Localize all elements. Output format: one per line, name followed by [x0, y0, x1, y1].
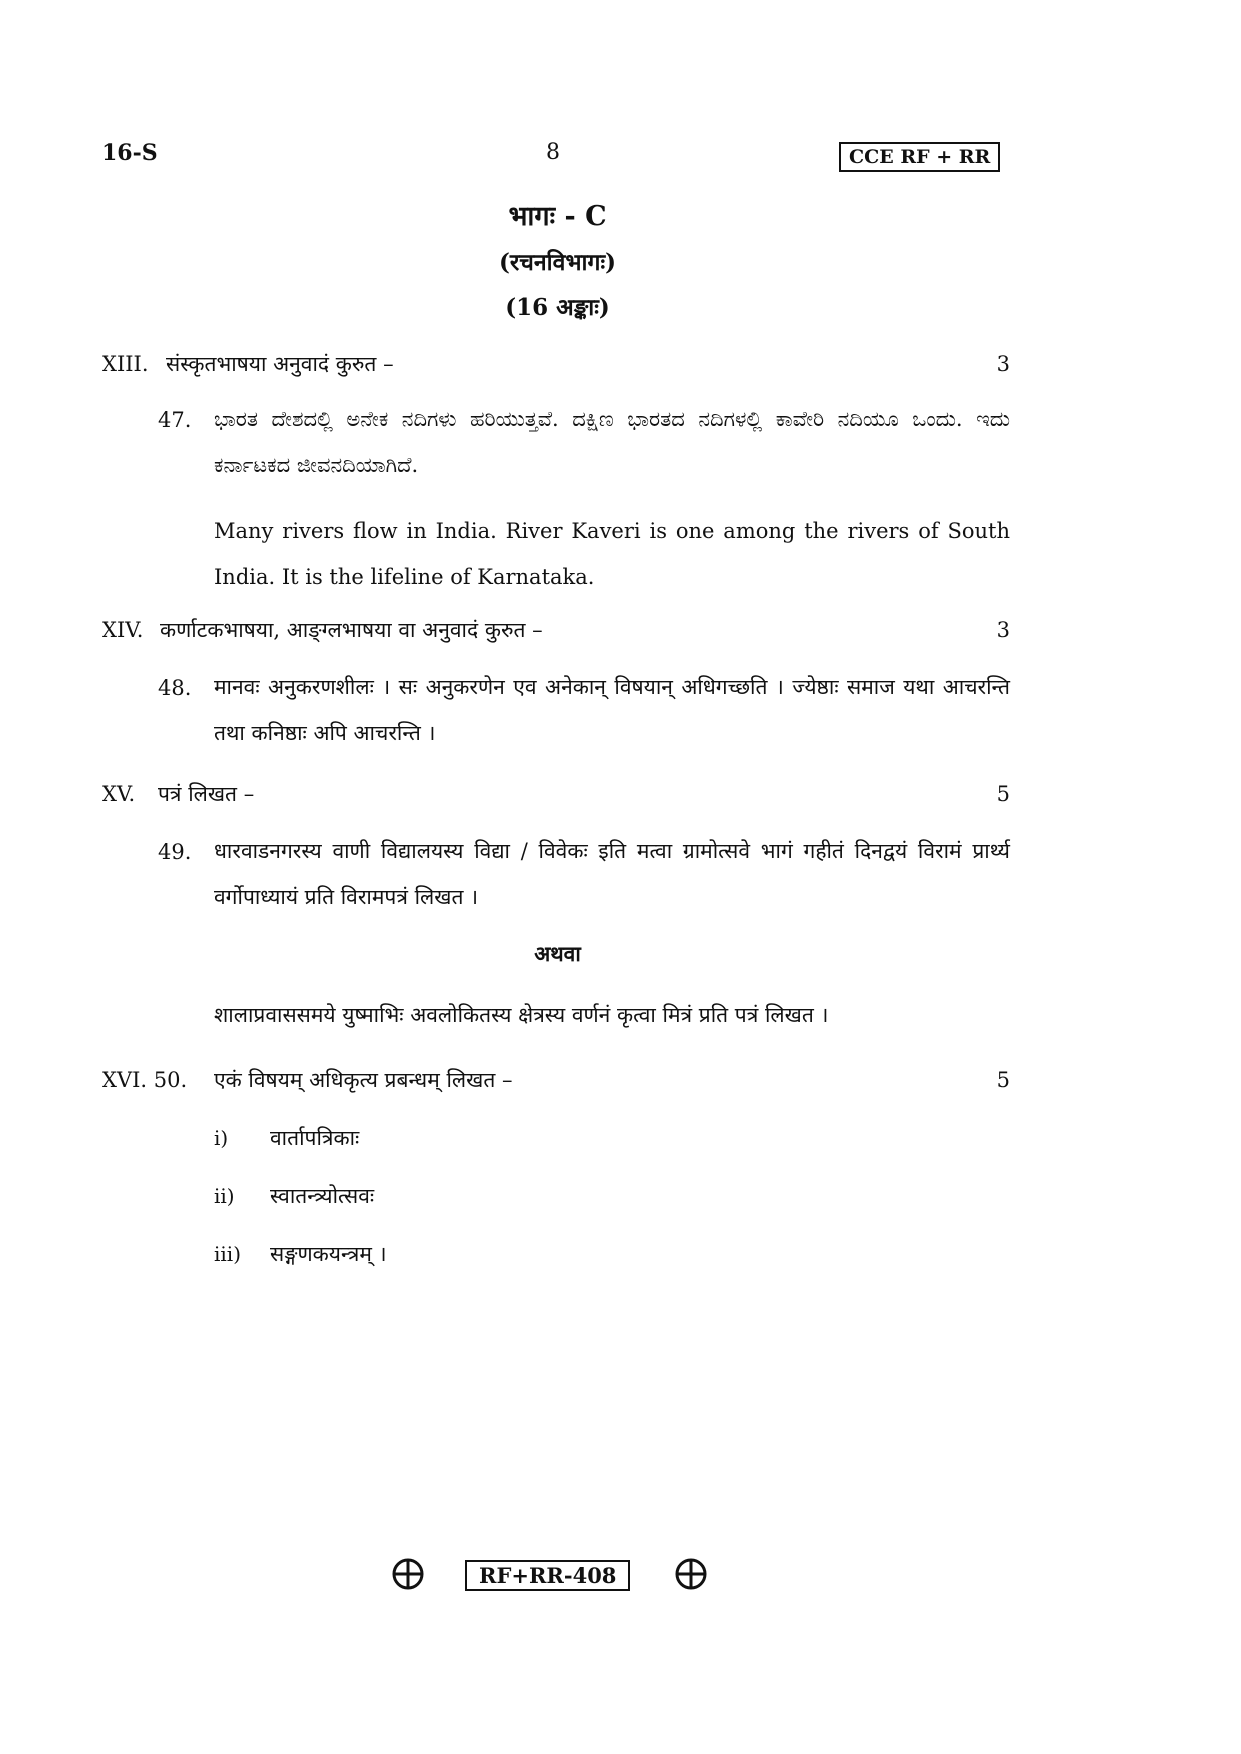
question-marks-xiv: 3	[996, 618, 1010, 642]
question-instruction-xv: पत्रं लिखत –	[158, 782, 255, 806]
registration-mark-icon	[392, 1558, 424, 1590]
question-marks-xvi: 5	[996, 1068, 1010, 1092]
option-text: सङ्गणकयन्त्रम् ।	[270, 1242, 387, 1266]
option-text: स्वातन्त्र्योत्सवः	[270, 1184, 375, 1208]
question-marks-xv: 5	[996, 782, 1010, 806]
question-number-47: 47.	[158, 408, 192, 432]
footer-code-box: RF+RR-408	[465, 1560, 630, 1591]
english-passage: Many rivers flow in India. River Kaveri is one among the rivers of South India. It is the lifeline of Karnataka.	[214, 519, 1010, 589]
option-number: ii)	[214, 1184, 235, 1208]
section-subtitle: (रचनविभागः)	[498, 249, 616, 276]
question-instruction-xiv: कर्णाटकभाषया, आङ्ग्लभाषया वा अनुवादं कुरुत –	[160, 618, 543, 642]
or-label: अथवा	[534, 941, 581, 966]
question-marks-xiii: 3	[996, 352, 1010, 376]
question-roman-xiv: XIV.	[102, 618, 144, 642]
section-marks: (16 अङ्काः)	[505, 294, 610, 321]
question-roman-xv: XV.	[102, 782, 136, 806]
page-number: 8	[546, 140, 560, 165]
passage-49: धारवाडनगरस्य वाणी विद्यालयस्य विद्या / विवेकः इति मत्वा ग्रामोत्सवे भागं गहीतं दिनद्वयं विरामं प्रार्थ्य वर्गोपाध्यायं प्रति विरामपत्रं लिखत ।	[214, 839, 1010, 909]
question-number-48: 48.	[158, 676, 192, 700]
passage-48: मानवः अनुकरणशीलः । सः अनुकरणेन एव अनेकान् विषयान् अधिगच्छति । ज्येष्ठाः समाज यथा आचरन्ति तथा कनिष्ठाः अपि आचरन्ति ।	[214, 675, 1010, 745]
option-number: iii)	[214, 1242, 241, 1266]
question-roman-xvi: XVI. 50.	[102, 1068, 188, 1092]
option-number: i)	[214, 1126, 229, 1150]
passage-49-alternative: शालाप्रवाससमये युष्माभिः अवलोकितस्य क्षेत्रस्य वर्णनं कृत्वा मित्रं प्रति पत्रं लिखत ।	[214, 1003, 829, 1027]
registration-mark-icon	[675, 1558, 707, 1590]
section-title: भागः - C	[508, 201, 607, 232]
question-number-49: 49.	[158, 840, 192, 864]
option-text: वार्तापत्रिकाः	[270, 1126, 360, 1150]
question-instruction-xiii: संस्कृतभाषया अनुवादं कुरुत –	[166, 352, 394, 376]
kannada-passage: ಭಾರತ ದೇಶದಲ್ಲಿ ಅನೇಕ ನದಿಗಳು ಹರಿಯುತ್ತವೆ. ದಕ್ಷಿಣ ಭಾರತದ ನದಿಗಳಲ್ಲಿ ಕಾವೇರಿ ನದಿಯೂ ಒಂದು. ಇದು ಕರ್ನಾಟಕದ ಜೀವನದಿಯಾಗಿದೆ.	[214, 407, 1010, 477]
question-roman-xiii: XIII.	[102, 352, 149, 376]
series-box: CCE RF + RR	[839, 142, 1000, 172]
paper-code: 16-S	[102, 140, 158, 166]
question-instruction-xvi: एकं विषयम् अधिकृत्य प्रबन्धम् लिखत –	[214, 1068, 513, 1092]
